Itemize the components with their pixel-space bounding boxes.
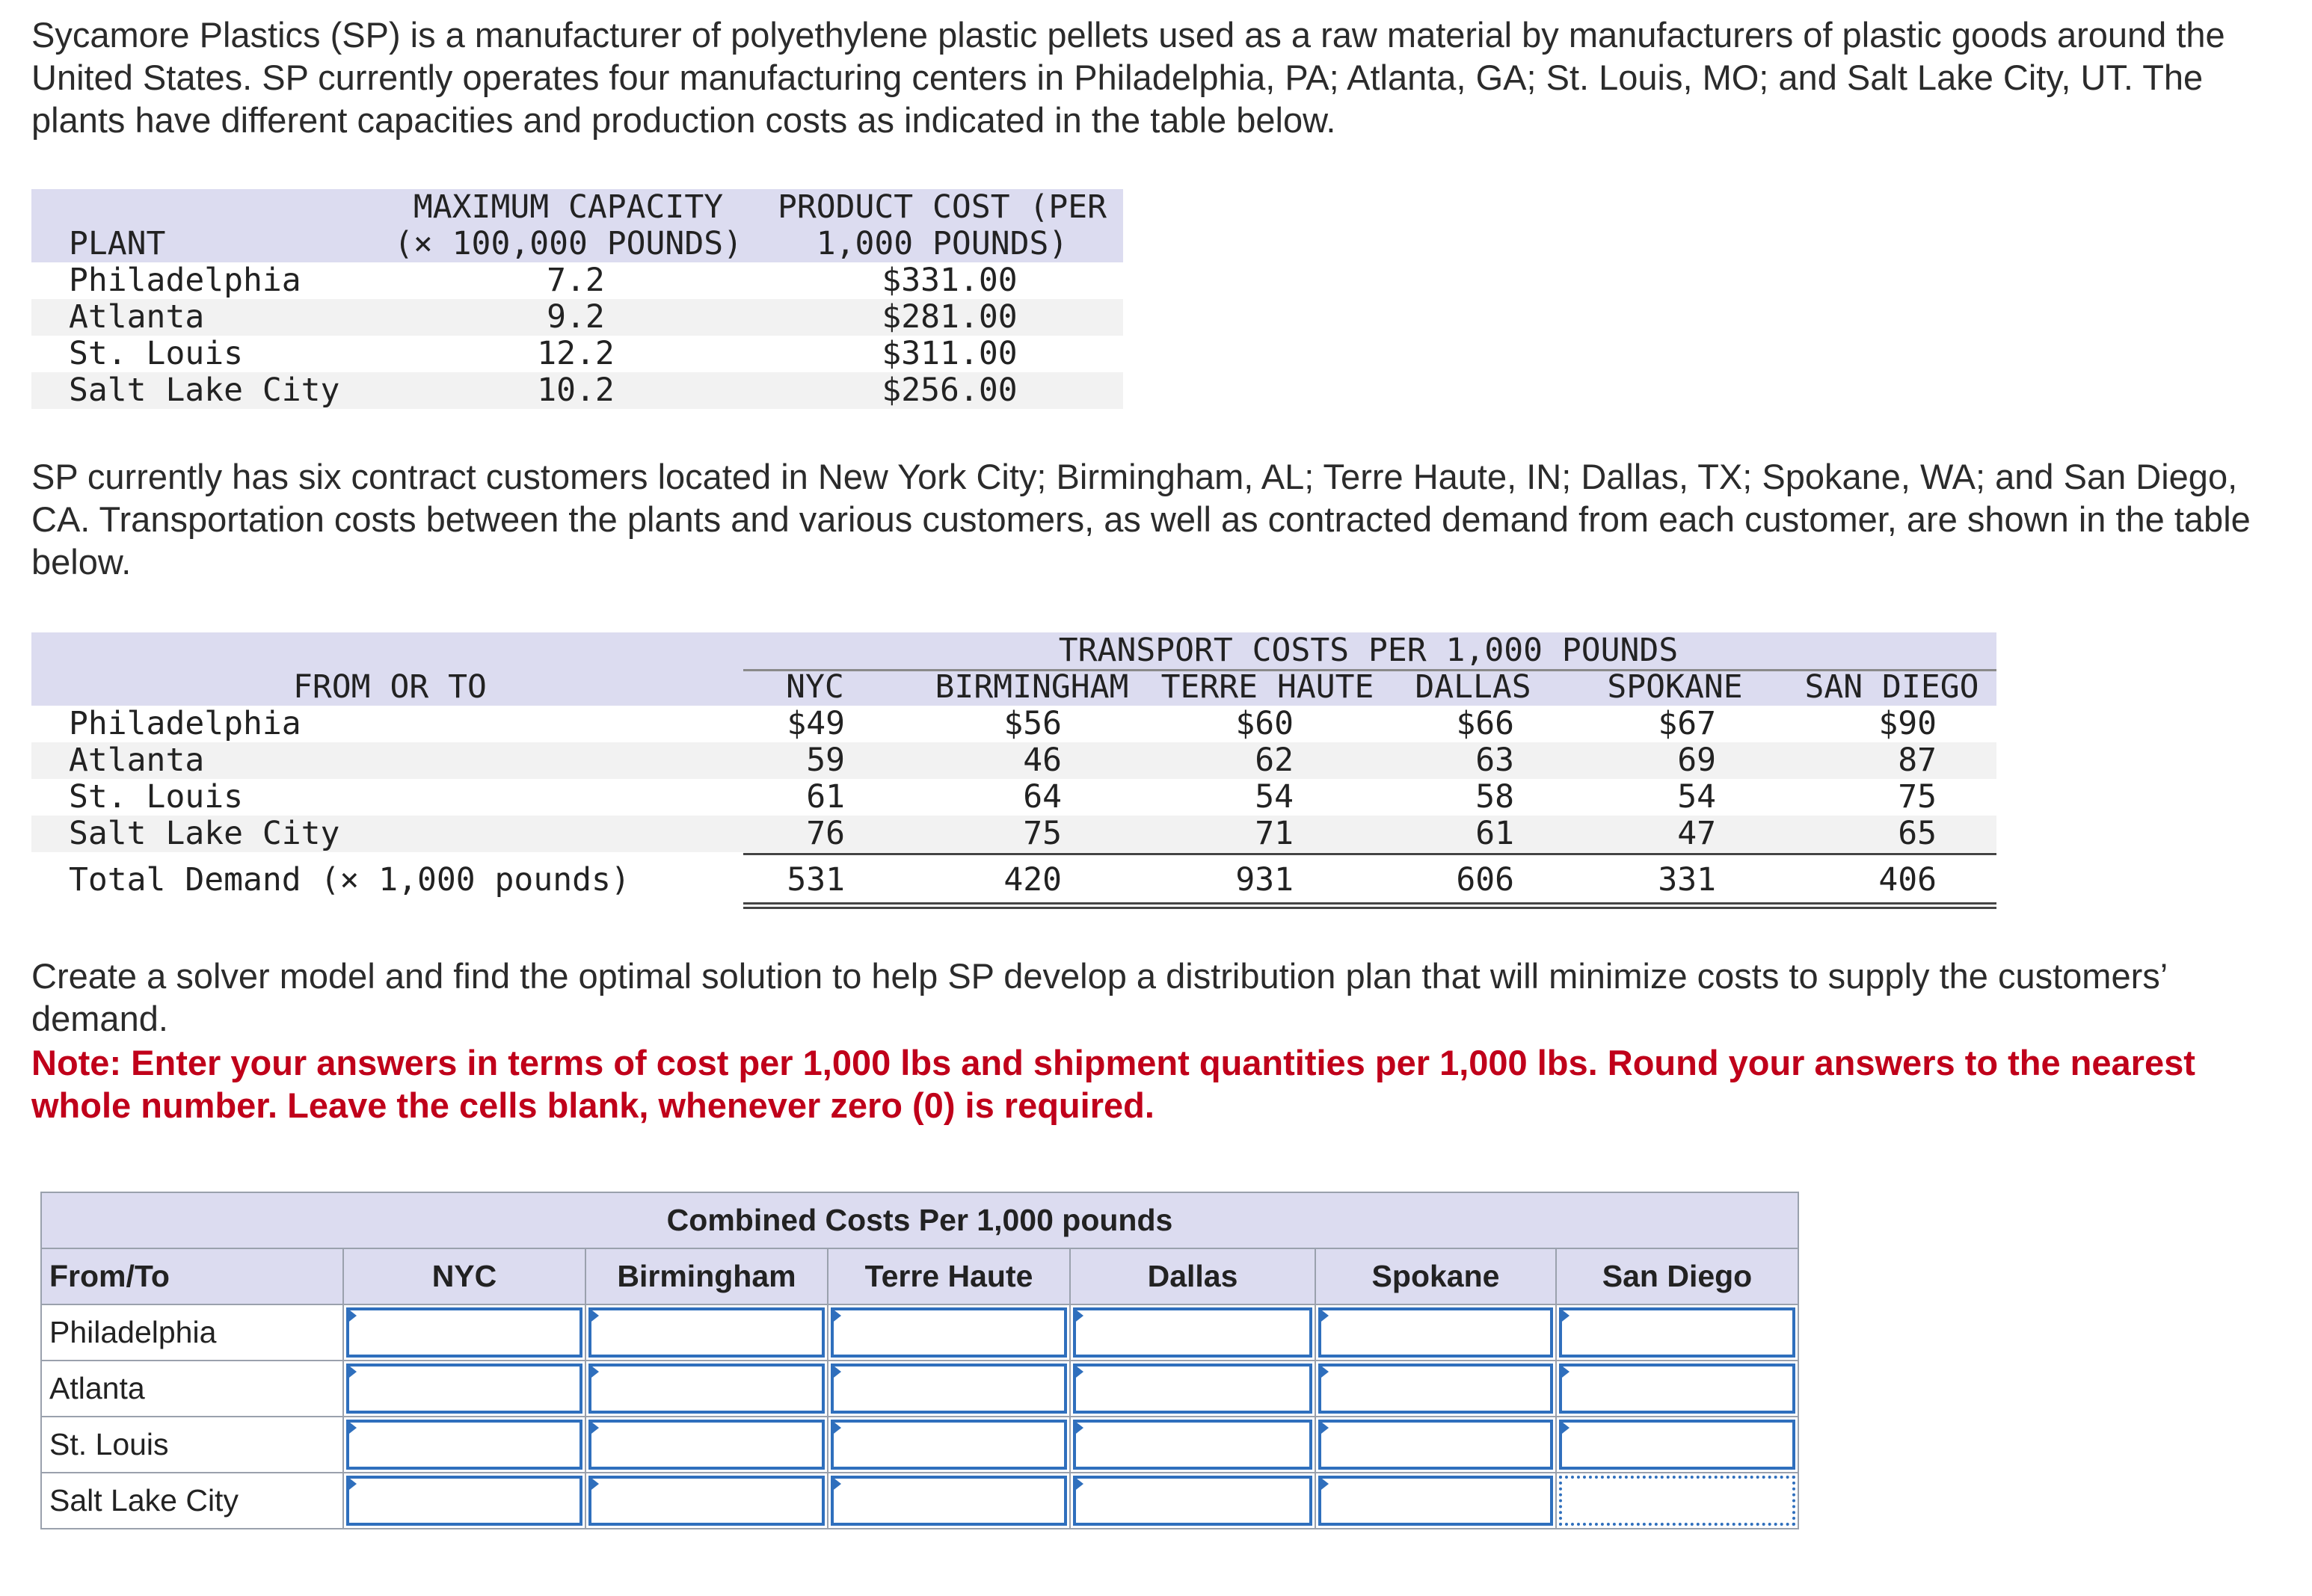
transport-cell: 64 xyxy=(1023,778,1062,816)
transport-cell: $49 xyxy=(787,705,845,742)
demand-cell: 606 xyxy=(1456,861,1514,899)
input-marker-icon xyxy=(346,1364,357,1380)
combined-costs-table xyxy=(40,1192,1799,1529)
entry-col-header: San Diego xyxy=(1556,1248,1798,1304)
input-marker-icon xyxy=(588,1307,599,1324)
entry-col-header: Birmingham xyxy=(585,1248,828,1304)
combined-cost-input[interactable] xyxy=(834,1367,1064,1411)
total-demand-label: Total Demand (× 1,000 pounds) xyxy=(69,861,630,899)
entry-col-header: Dallas xyxy=(1070,1248,1315,1304)
transport-bottom-rule xyxy=(743,907,1996,909)
transport-cell: 54 xyxy=(1255,778,1294,816)
col-header-terre-haute: TERRE HAUTE xyxy=(1160,668,1374,706)
input-marker-icon xyxy=(1559,1307,1569,1324)
combined-cost-input[interactable] xyxy=(591,1310,822,1355)
capacity-header-line2: (× 100,000 POUNDS) xyxy=(394,225,743,262)
input-marker-icon xyxy=(831,1420,841,1436)
input-marker-icon xyxy=(1073,1364,1083,1380)
plant-header: PLANT xyxy=(69,225,166,262)
plant-name: Salt Lake City xyxy=(69,372,340,409)
transport-cell: 75 xyxy=(1023,815,1062,852)
entry-cell xyxy=(828,1304,1070,1361)
from-to-header: From/To xyxy=(41,1248,343,1304)
transport-total-rule xyxy=(743,853,1996,855)
transport-cell: 61 xyxy=(806,778,845,816)
transport-cell: $66 xyxy=(1456,705,1514,742)
intro-paragraph: Sycamore Plastics (SP) is a manufacturer of polyethylene plastic pellets used as a raw material by manufacturers of plastic goods around the United States. SP currently operates four manufacturing centers in Philadelphia, PA; Atlanta, GA; St. Louis, MO; and Salt Lake City, UT. The plants have different capacities and production costs as indicated in the table below. xyxy=(31,15,2225,140)
transport-cell: 75 xyxy=(1898,778,1937,816)
transport-row-label: St. Louis xyxy=(69,778,243,816)
combined-cost-input[interactable] xyxy=(1076,1310,1309,1355)
combined-cost-input[interactable] xyxy=(834,1479,1064,1523)
transport-cell: 65 xyxy=(1898,815,1937,852)
input-marker-icon xyxy=(588,1476,599,1492)
input-marker-icon xyxy=(831,1476,841,1492)
combined-cost-input[interactable] xyxy=(1321,1479,1550,1523)
combined-cost-input[interactable] xyxy=(349,1479,579,1523)
combined-cost-input[interactable] xyxy=(1321,1423,1550,1467)
plant-cost: $311.00 xyxy=(882,335,1018,372)
combined-cost-input[interactable] xyxy=(591,1423,822,1467)
entry-cell xyxy=(828,1417,1070,1473)
transport-cell: 76 xyxy=(806,815,845,852)
combined-cost-input[interactable] xyxy=(349,1367,579,1411)
demand-cell: 331 xyxy=(1658,861,1716,899)
entry-table-title: Combined Costs Per 1,000 pounds xyxy=(41,1192,1798,1248)
input-marker-icon xyxy=(1318,1364,1329,1380)
cost-header-line1: PRODUCT COST (PER xyxy=(777,188,1107,226)
plant-cost: $281.00 xyxy=(882,298,1018,336)
input-marker-icon xyxy=(346,1476,357,1492)
combined-cost-input[interactable] xyxy=(1562,1423,1792,1467)
transport-cell: $67 xyxy=(1658,705,1716,742)
transport-cell: 54 xyxy=(1677,778,1716,816)
transport-cell: $56 xyxy=(1003,705,1062,742)
plant-cost: $256.00 xyxy=(882,372,1018,409)
capacity-header-line1: MAXIMUM CAPACITY xyxy=(413,188,724,226)
entry-cell xyxy=(343,1473,585,1529)
input-marker-icon xyxy=(1559,1364,1569,1380)
input-marker-icon xyxy=(1073,1420,1083,1436)
combined-cost-input[interactable] xyxy=(1562,1479,1792,1523)
note-paragraph: Note: Enter your answers in terms of cost per 1,000 lbs and shipment quantities per 1,000 lbs. Round your answers to the nearest whole number. Leave the cells blank, whenever zero (0) is required. xyxy=(31,1043,2195,1125)
entry-cell xyxy=(1556,1304,1798,1361)
plant-name: St. Louis xyxy=(69,335,243,372)
plant-name: Philadelphia xyxy=(69,262,301,299)
entry-cell xyxy=(1315,1417,1556,1473)
combined-cost-input[interactable] xyxy=(1562,1367,1792,1411)
plant-cost: $331.00 xyxy=(882,262,1018,299)
entry-col-header: NYC xyxy=(343,1248,585,1304)
entry-cell xyxy=(343,1417,585,1473)
combined-cost-input[interactable] xyxy=(349,1310,579,1355)
plant-capacity: 7.2 xyxy=(547,262,605,299)
entry-row-label: Atlanta xyxy=(41,1361,343,1417)
entry-cell xyxy=(828,1473,1070,1529)
demand-cell: 406 xyxy=(1878,861,1937,899)
entry-cell xyxy=(828,1361,1070,1417)
transport-row-label: Atlanta xyxy=(69,742,205,779)
plant-capacity: 10.2 xyxy=(537,372,615,409)
cost-header-line2: 1,000 POUNDS) xyxy=(816,225,1069,262)
col-header-dallas: DALLAS xyxy=(1415,668,1531,706)
transport-cell: 69 xyxy=(1677,742,1716,779)
input-marker-icon xyxy=(588,1364,599,1380)
transport-row-label: Philadelphia xyxy=(69,705,301,742)
entry-row-label: St. Louis xyxy=(41,1417,343,1473)
combined-cost-input[interactable] xyxy=(834,1310,1064,1355)
combined-cost-input[interactable] xyxy=(1076,1367,1309,1411)
combined-cost-input[interactable] xyxy=(834,1423,1064,1467)
transport-bottom-rule xyxy=(743,902,1996,905)
input-marker-icon xyxy=(1073,1476,1083,1492)
entry-cell xyxy=(343,1361,585,1417)
input-marker-icon xyxy=(346,1307,357,1324)
col-header-nyc: NYC xyxy=(786,668,844,706)
transport-row-label: Salt Lake City xyxy=(69,815,340,852)
from-or-to-header: FROM OR TO xyxy=(293,668,487,706)
entry-cell xyxy=(1556,1361,1798,1417)
entry-cell xyxy=(1070,1361,1315,1417)
combined-cost-input[interactable] xyxy=(1562,1310,1792,1355)
input-marker-icon xyxy=(831,1307,841,1324)
entry-cell xyxy=(1315,1473,1556,1529)
entry-cell xyxy=(585,1473,828,1529)
entry-cell xyxy=(585,1417,828,1473)
entry-col-header: Spokane xyxy=(1315,1248,1556,1304)
entry-cell xyxy=(1556,1417,1798,1473)
col-header-spokane: SPOKANE xyxy=(1607,668,1743,706)
col-header-birmingham: BIRMINGHAM xyxy=(935,668,1129,706)
demand-cell: 531 xyxy=(787,861,845,899)
combined-cost-input[interactable] xyxy=(1076,1479,1309,1523)
entry-row-label: Salt Lake City xyxy=(41,1473,343,1529)
input-marker-icon xyxy=(346,1420,357,1436)
entry-cell xyxy=(343,1304,585,1361)
combined-cost-input[interactable] xyxy=(1076,1423,1309,1467)
input-marker-icon xyxy=(1318,1476,1329,1492)
transport-cell: 71 xyxy=(1255,815,1294,852)
entry-cell xyxy=(1070,1417,1315,1473)
transport-cell: 59 xyxy=(806,742,845,779)
transport-cell: 61 xyxy=(1475,815,1514,852)
plant-name: Atlanta xyxy=(69,298,205,336)
demand-cell: 420 xyxy=(1003,861,1062,899)
transport-cell: 58 xyxy=(1475,778,1514,816)
input-marker-icon xyxy=(1318,1307,1329,1324)
combined-cost-input[interactable] xyxy=(591,1367,822,1411)
transport-cell: $90 xyxy=(1878,705,1937,742)
entry-cell xyxy=(1070,1304,1315,1361)
entry-col-header: Terre Haute xyxy=(828,1248,1070,1304)
combined-cost-input[interactable] xyxy=(1321,1310,1550,1355)
transport-super-header: TRANSPORT COSTS PER 1,000 POUNDS xyxy=(1058,632,1679,669)
transport-cell: 62 xyxy=(1255,742,1294,779)
input-marker-icon xyxy=(1559,1420,1569,1436)
combined-cost-input[interactable] xyxy=(1321,1367,1550,1411)
entry-cell xyxy=(585,1361,828,1417)
transport-cell: 47 xyxy=(1677,815,1716,852)
plant-capacity: 9.2 xyxy=(547,298,605,336)
transport-cell: 63 xyxy=(1475,742,1514,779)
input-marker-icon xyxy=(1318,1420,1329,1436)
entry-cell xyxy=(1315,1361,1556,1417)
entry-cell xyxy=(585,1304,828,1361)
transport-cell: $60 xyxy=(1235,705,1294,742)
combined-cost-input[interactable] xyxy=(591,1479,822,1523)
combined-cost-input[interactable] xyxy=(349,1423,579,1467)
transport-cell: 87 xyxy=(1898,742,1937,779)
input-marker-icon xyxy=(831,1364,841,1380)
instruction-paragraph: Create a solver model and find the optimal solution to help SP develop a distribution plan that will minimize costs to supply the customers’ demand. xyxy=(31,956,2167,1038)
input-marker-icon xyxy=(1073,1307,1083,1324)
col-header-san-diego: SAN DIEGO xyxy=(1804,668,1979,706)
entry-row-label: Philadelphia xyxy=(41,1304,343,1361)
plant-capacity: 12.2 xyxy=(537,335,615,372)
entry-cell xyxy=(1556,1473,1798,1529)
entry-cell xyxy=(1070,1473,1315,1529)
customers-paragraph: SP currently has six contract customers located in New York City; Birmingham, AL; Terre Haute, IN; Dallas, TX; Spokane, WA; and San Diego, CA. Transportation costs between the plants and various customers, as well as contracted demand from each customer, are shown in the table below. xyxy=(31,457,2251,582)
input-marker-icon xyxy=(588,1420,599,1436)
entry-cell xyxy=(1315,1304,1556,1361)
transport-cell: 46 xyxy=(1023,742,1062,779)
demand-cell: 931 xyxy=(1235,861,1294,899)
